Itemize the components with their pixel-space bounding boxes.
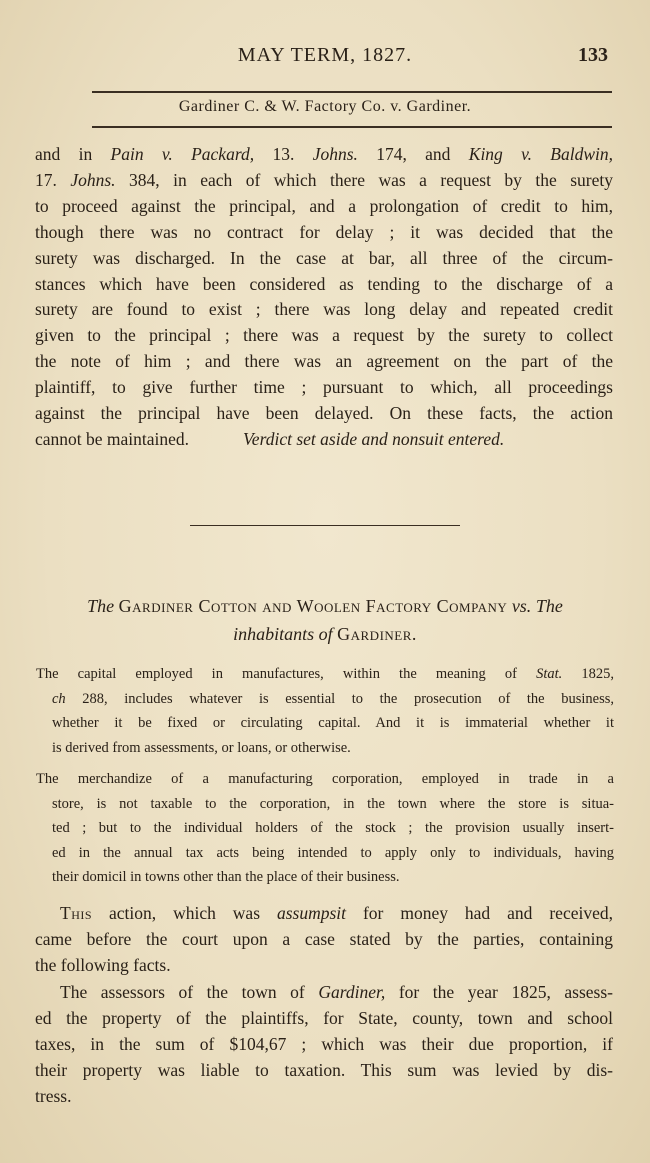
header-rule-top <box>92 91 612 93</box>
header-rule-bottom <box>92 126 612 128</box>
headnote-line: ted ; but to the individual holders of the stock ; the provision usually insert- <box>52 820 614 836</box>
opinion-line: against the principal have been delayed. On these facts, the action <box>35 403 613 424</box>
headnote-line: store, is not taxable to the corporation, in the town where the store is situa- <box>52 795 614 812</box>
running-head <box>0 44 650 74</box>
statement-line: the following facts. <box>35 955 171 976</box>
opinion-line: surety are found to exist ; there was long delay and repeated credit <box>35 299 613 320</box>
opinion-line: and in Pain v. Packard, 13. Johns. 174, and King v. Baldwin, <box>35 144 614 164</box>
statement-line: The assessors of the town of Gardiner, for the year 1825, assess- <box>60 981 613 1002</box>
statement-line: ed the property of the plaintiffs, for State, county, town and school <box>35 1007 613 1028</box>
headnote-line: their domicil in towns other than the place of their business. <box>52 869 400 885</box>
headnote-line: ch 288, includes whatever is essential to the prosecution of the business, <box>52 690 614 707</box>
headnote-line: whether it be fixed or circulating capital. And it is immaterial whether it <box>52 715 614 731</box>
headnote-line: ed in the annual tax acts being intended to apply only to individuals, having <box>52 844 614 861</box>
opinion-line: cannot be maintained. Verdict set aside and nonsuit entered. <box>35 428 505 449</box>
section-separator <box>190 525 460 526</box>
statement-line: taxes, in the sum of $104,67 ; which was their due proportion, if <box>35 1034 613 1055</box>
running-title: MAY TERM, 1827. <box>237 44 413 66</box>
opinion-line: to proceed against the principal, and a prolongation of credit to him, <box>35 195 613 216</box>
opinion-line: stances which have been considered as tending to the discharge of a <box>35 273 613 294</box>
headnote-line: The merchandize of a manufacturing corporation, employed in trade in a <box>36 771 614 787</box>
opinion-line: surety was discharged. In the case at bar, all three of the circum- <box>35 247 613 268</box>
headnote-line: is derived from assessments, or loans, or otherwise. <box>52 739 351 756</box>
page-number: 133 <box>578 44 608 66</box>
case-title-line-2: inhabitants of Gardiner. <box>233 624 417 644</box>
statement-line: their property was liable to taxation. This sum was levied by dis- <box>35 1060 613 1081</box>
opinion-line: given to the principal ; there was a request by the surety to collect <box>35 325 613 346</box>
opinion-line: though there was no contract for delay ; it was decided that the <box>35 221 613 242</box>
headnote-1 <box>36 662 614 760</box>
statement-of-facts <box>35 900 613 1110</box>
opinion-line: 17. Johns. 384, in each of which there was a request by the surety <box>35 169 614 190</box>
opinion-line: the note of him ; and there was an agreement on the part of the <box>35 351 613 372</box>
case-header: Gardiner C. & W. Factory Co. v. Gardiner. <box>178 98 472 115</box>
statement-line: This action, which was assumpsit for money had and received, <box>60 903 613 923</box>
opinion-line: plaintiff, to give further time ; pursuant to which, all proceedings <box>35 377 613 398</box>
statement-line: tress. <box>35 1086 72 1107</box>
headnote-line: The capital employed in manufactures, within the meaning of Stat. 1825, <box>36 666 614 682</box>
verdict: Verdict set aside and nonsuit entered. <box>243 428 505 449</box>
headnote-2 <box>36 767 614 890</box>
case-title-line-1: The Gardiner Cotton and Woolen Factory Company vs. The <box>87 596 563 616</box>
statement-line: came before the court upon a case stated by the parties, containing <box>35 929 613 950</box>
preceding-opinion <box>35 142 613 453</box>
case-title <box>0 592 650 648</box>
